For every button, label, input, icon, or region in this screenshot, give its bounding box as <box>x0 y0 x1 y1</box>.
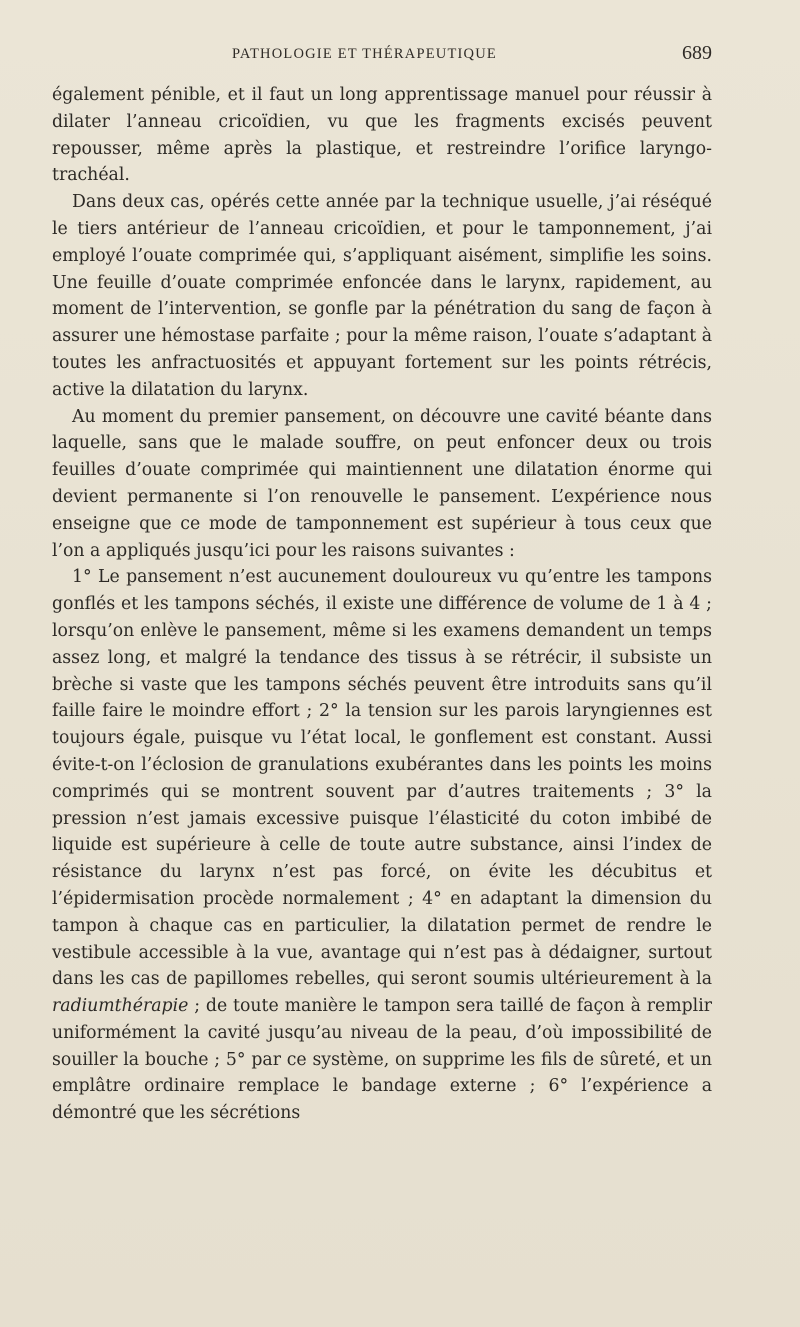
italic-term: radiumthérapie <box>52 996 189 1017</box>
paragraph-1: également pénible, et il faut un long apprentissage manuel pour réussir à dilater l’anneau cricoïdien, vu que les fragments excisés peuvent repousser, même après la plastique, et restreindre l’orifice laryngo-trachéal. <box>52 85 712 186</box>
page-number: 689 <box>682 42 712 64</box>
paragraph-2: Dans deux cas, opérés cette année par la technique usuelle, j’ai réséqué le tiers antérieur de l’anneau cricoïdien, et pour le tamponnement, j’ai employé l’ouate comprimée qui, s’appliquant aisément, simplifie les soins. Une feuille d’ouate comprimée enfoncée dans le larynx, rapidement, au moment de l’intervention, se gonfle par la pénétration du sang de façon à assurer une hémostase parfaite ; pour la même raison, l’ouate s’adaptant à toutes les anfractuosités et appuyant fortement sur les points rétrécis, active la dilatation du larynx. <box>52 192 712 400</box>
paragraph-4 <box>52 564 712 1127</box>
running-title: PATHOLOGIE ET THÉRAPEUTIQUE <box>232 46 497 62</box>
body-text <box>52 82 712 1127</box>
paragraph-4-text-start: 1° Le pansement n’est aucunement douloureux vu qu’entre les tampons gonflés et les tampons séchés, il existe une différence de volume de 1 à 4 ; lorsqu’on enlève le pansement, même si les examens demandent un temps assez long, et malgré la tendance des tissus à se rétrécir, il subsiste un brèche si vaste que les tampons séchés peuvent être introduits sans qu’il faille faire le moindre effort ; 2° la tension sur les parois laryngiennes est toujours égale, puisque vu l’état local, le gonflement est constant. Aussi évite-t-on l’éclosion de granulations exubérantes dans les points les moins comprimés qui se montrent souvent par d’autres traitements ; 3° la pression n’est jamais excessive puisque l’élasticité du coton imbibé de liquide est supérieure à celle de toute autre substance, ainsi l’index de résistance du larynx n’est pas forcé, on évite les décubitus et l’épidermisation procède normalement ; 4° en adaptant la dimension du tampon à chaque cas en particulier, la dilatation permet de rendre le vestibule accessible à la vue, avantage qui n’est pas à dédaigner, surtout dans les cas de papillomes rebelles, qui seront soumis ultérieurement à la <box>52 567 712 990</box>
paragraph-3: Au moment du premier pansement, on découvre une cavité béante dans laquelle, sans que le malade souffre, on peut enfoncer deux ou trois feuilles d’ouate comprimée qui maintiennent une dilatation énorme qui devient permanente si l’on renouvelle le pansement. L’expérience nous enseigne que ce mode de tamponnement est supérieur à tous ceux que l’on a appliqués jusqu’ici pour les raisons suivantes : <box>52 406 712 561</box>
paragraph-4-text-end: ; de toute manière le tampon sera taillé de façon à remplir uniformément la cavité jusqu’au niveau de la peau, d’où impossibilité de souiller la bouche ; 5° par ce système, on supprime les fils de sûreté, et un emplâtre ordinaire remplace le bandage externe ; 6° l’expérience a démontré que les sécrétions <box>52 996 712 1124</box>
page-header <box>52 42 712 66</box>
